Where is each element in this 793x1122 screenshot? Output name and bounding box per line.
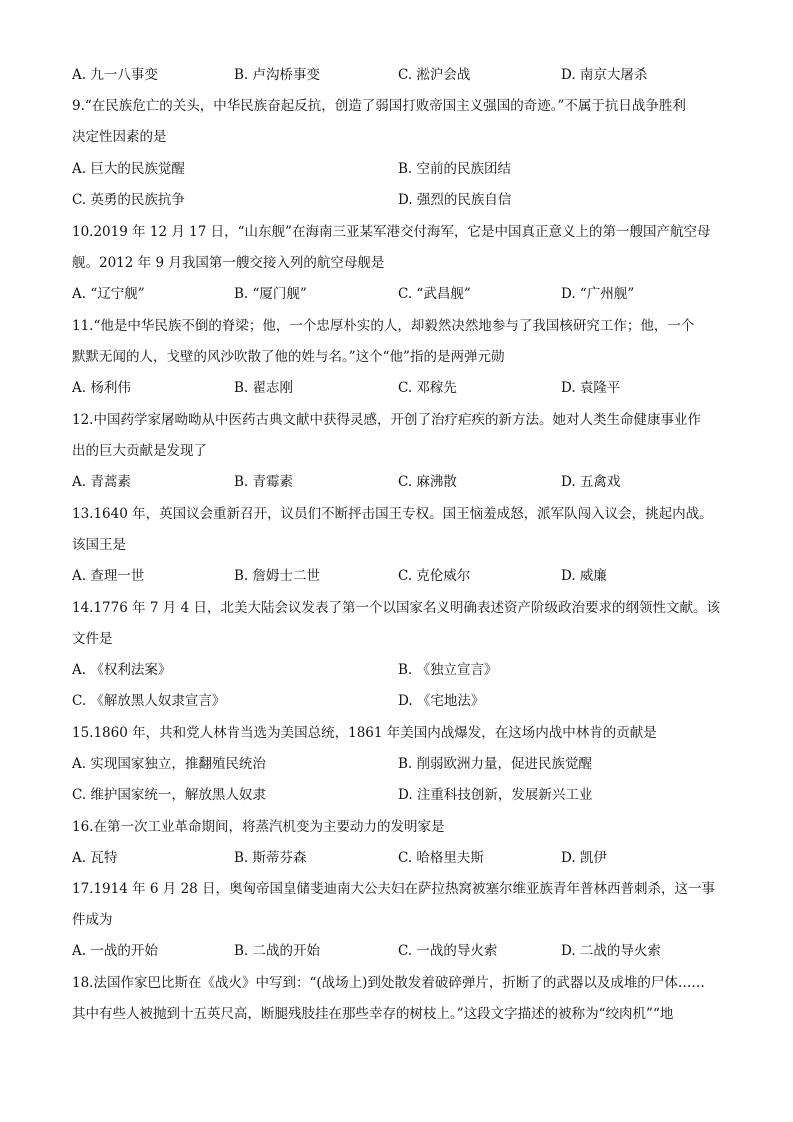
q18-stem-line-1: 18.法国作家巴比斯在《战火》中写到：“(战场上)到处散发着破碎弹片，折断了的武器以及成堆的尸体…… <box>72 975 705 991</box>
q10-option-c: C. “武昌舰” <box>398 286 471 302</box>
q9-option-d: D. 强烈的民族自信 <box>398 192 512 208</box>
q10-stem-line-2: 舰。2012 年 9 月我国第一艘交接入列的航空母舰是 <box>72 255 385 271</box>
q10-stem-line-1: 10.2019 年 12 月 17 日，“山东舰”在海南三亚某军港交付海军，它是中国真正意义上的第一艘国产航空母 <box>72 224 711 240</box>
q17-option-d: D. 二战的导火索 <box>561 943 661 959</box>
q11-option-d: D. 袁隆平 <box>561 380 621 396</box>
q16-option-c: C. 哈格里夫斯 <box>398 850 484 866</box>
q15-option-d: D. 注重科技创新，发展新兴工业 <box>398 787 593 803</box>
q16-option-d: D. 凯伊 <box>561 850 607 866</box>
q15-option-c: C. 维护国家统一，解放黑人奴隶 <box>72 787 266 803</box>
q12-option-b: B. 青霉素 <box>234 474 294 490</box>
q11-option-b: B. 翟志刚 <box>234 380 294 396</box>
q15-option-a: A. 实现国家独立，推翻殖民统治 <box>72 756 266 772</box>
q17-option-a: A. 一战的开始 <box>72 943 158 959</box>
q14-option-d: D. 《宅地法》 <box>398 693 485 709</box>
q12-option-a: A. 青蒿素 <box>72 474 131 490</box>
q8-option-a: A. 九一八事变 <box>72 67 158 83</box>
q8-option-d: D. 南京大屠杀 <box>561 67 648 83</box>
q9-option-c: C. 英勇的民族抗争 <box>72 192 185 208</box>
q13-stem-line-2: 该国王是 <box>72 537 126 553</box>
q11-stem-line-2: 默默无闻的人，戈壁的风沙吹散了他的姓与名。”这个“他”指的是两弹元勋 <box>72 349 505 365</box>
q11-option-a: A. 杨利伟 <box>72 380 131 396</box>
q11-stem-line-1: 11.“他是中华民族不倒的脊梁；他，一个忠厚朴实的人，却毅然决然地参与了我国核研究工作；他，一个 <box>72 318 695 334</box>
q13-option-d: D. 威廉 <box>561 568 607 584</box>
q13-stem-line-1: 13.1640 年，英国议会重新召开，议员们不断抨击国王专权。国王恼羞成怒，派军队闯入议会，挑起内战。 <box>72 506 713 522</box>
q14-stem-line-2: 文件是 <box>72 631 113 647</box>
q10-option-d: D. “广州舰” <box>561 286 635 302</box>
q12-option-c: C. 麻沸散 <box>398 474 457 490</box>
q12-option-d: D. 五禽戏 <box>561 474 621 490</box>
q9-stem-line-1: 9.“在民族危亡的关头，中华民族奋起反抗，创造了弱国打败帝国主义强国的奇迹。”不属于抗日战争胜利 <box>72 98 686 114</box>
q16-option-b: B. 斯蒂芬森 <box>234 850 307 866</box>
q17-option-b: B. 二战的开始 <box>234 943 321 959</box>
q8-option-c: C. 淞沪会战 <box>398 67 471 83</box>
q14-option-a: A. 《权利法案》 <box>72 662 172 678</box>
q16-stem-line-1: 16.在第一次工业革命期间，将蒸汽机变为主要动力的发明家是 <box>72 819 445 835</box>
q14-option-b: B. 《独立宣言》 <box>398 662 498 678</box>
q10-option-a: A. “辽宁舰” <box>72 286 145 302</box>
q9-stem-line-2: 决定性因素的是 <box>72 129 167 145</box>
q16-option-a: A. 瓦特 <box>72 850 118 866</box>
q17-option-c: C. 一战的导火索 <box>398 943 498 959</box>
q12-stem-line-2: 出的巨大贡献是发现了 <box>72 443 207 459</box>
q9-option-b: B. 空前的民族团结 <box>398 161 512 177</box>
q9-option-a: A. 巨大的民族觉醒 <box>72 161 185 177</box>
q17-stem-line-2: 件成为 <box>72 912 113 928</box>
q12-stem-line-1: 12.中国药学家屠呦呦从中医药古典文献中获得灵感，开创了治疗疟疾的新方法。她对人类生命健康事业作 <box>72 412 701 428</box>
q15-stem-line-1: 15.1860 年，共和党人林肯当选为美国总统，1861 年美国内战爆发，在这场内战中林肯的贡献是 <box>72 725 657 741</box>
q15-option-b: B. 削弱欧洲力量，促进民族觉醒 <box>398 756 593 772</box>
q17-stem-line-1: 17.1914 年 6 月 28 日，奥匈帝国皇储斐迪南大公夫妇在萨拉热窝被塞尔维亚族青年普林西普刺杀，这一事 <box>72 881 716 897</box>
q13-option-a: A. 查理一世 <box>72 568 145 584</box>
q13-option-c: C. 克伦威尔 <box>398 568 471 584</box>
q10-option-b: B. “厦门舰” <box>234 286 307 302</box>
q14-option-c: C. 《解放黑人奴隶宣言》 <box>72 693 226 709</box>
q8-option-b: B. 卢沟桥事变 <box>234 67 321 83</box>
q11-option-c: C. 邓稼先 <box>398 380 457 396</box>
q13-option-b: B. 詹姆士二世 <box>234 568 321 584</box>
q14-stem-line-1: 14.1776 年 7 月 4 日，北美大陆会议发表了第一个以国家名义明确表述资产阶级政治要求的纲领性文献。该 <box>72 600 720 616</box>
q18-stem-line-2: 其中有些人被抛到十五英尺高，断腿残肢挂在那些幸存的树枝上。”这段文字描述的被称为“绞肉机”“地 <box>72 1006 674 1022</box>
